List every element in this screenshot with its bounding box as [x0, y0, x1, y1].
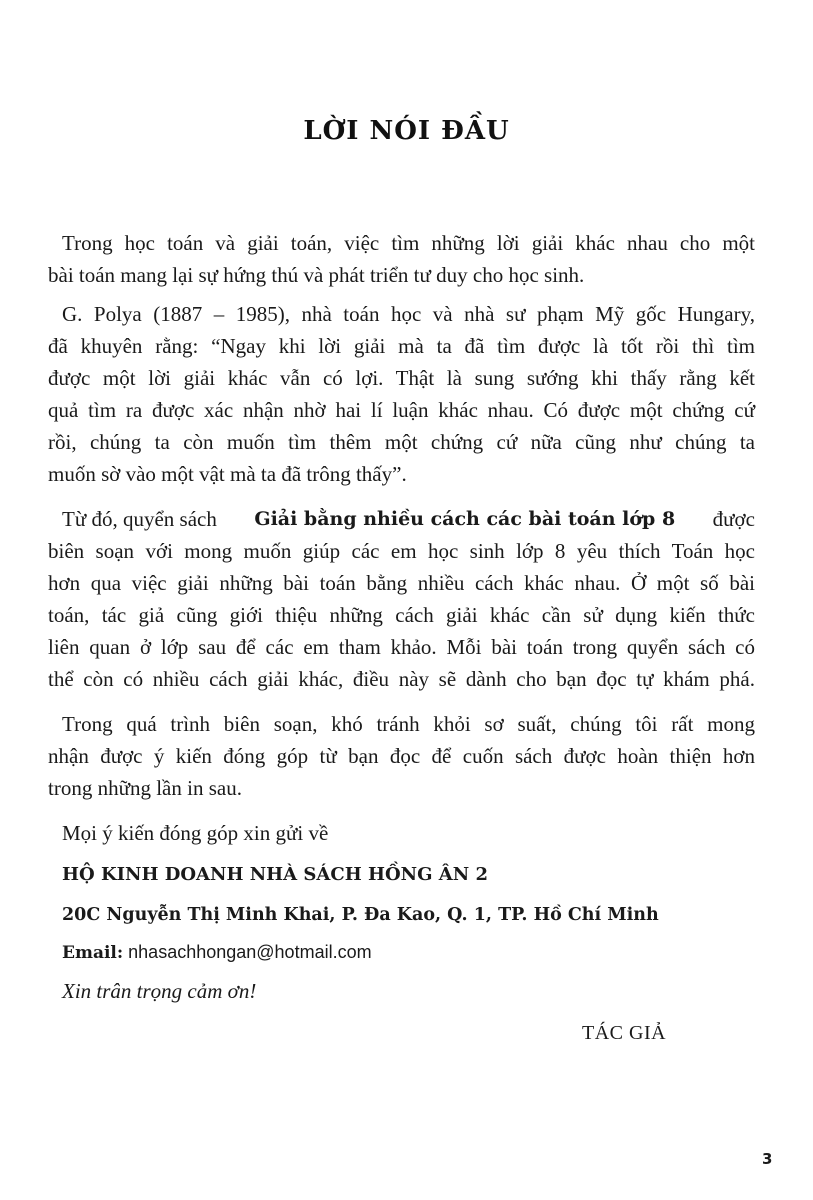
paragraph-line: muốn sờ vào một vật mà ta đã trông thấy”.	[48, 462, 407, 486]
paragraph-line: biên soạn với mong muốn giúp các em học sinh lớp 8 yêu thích Toán học	[48, 539, 755, 563]
paragraph-line: được một lời giải khác vẫn có lợi. Thật là sung sướng khi thấy rằng kết	[48, 366, 755, 390]
paragraph-line: nhận được ý kiến đóng góp từ bạn đọc để cuốn sách được hoàn thiện hơn	[48, 744, 755, 768]
text-fragment: được	[712, 507, 755, 531]
company-name: HỘ KINH DOANH NHÀ SÁCH HỒNG ÂN 2	[62, 864, 488, 885]
contact-intro: Mọi ý kiến đóng góp xin gửi về	[62, 821, 329, 845]
paragraph-line: Trong học toán và giải toán, việc tìm những lời giải khác nhau cho một	[62, 231, 755, 255]
paragraph-line: hơn qua việc giải những bài toán bằng nhiều cách khác nhau. Ở một số bài	[48, 571, 755, 595]
paragraph-line: rồi, chúng ta còn muốn tìm thêm một chứng cứ nữa cũng như chúng ta	[48, 430, 755, 454]
paragraph-line: trong những lần in sau.	[48, 776, 242, 800]
email-label: Email:	[62, 943, 124, 963]
paragraph-line: Trong quá trình biên soạn, khó tránh khỏi sơ suất, chúng tôi rất mong	[62, 712, 755, 736]
paragraph-line: thể còn có nhiều cách giải khác, điều này sẽ dành cho bạn đọc tự khám phá.	[48, 667, 755, 691]
paragraph-line: đã khuyên rằng: “Ngay khi lời giải mà ta đã tìm được là tốt rồi thì tìm	[48, 334, 755, 358]
company-address: 20C Nguyễn Thị Minh Khai, P. Đa Kao, Q. 1, TP. Hồ Chí Minh	[62, 905, 659, 925]
email-address: nhasachhongan@hotmail.com	[123, 942, 372, 962]
paragraph-line: G. Polya (1887 – 1985), nhà toán học và nhà sư phạm Mỹ gốc Hungary,	[62, 302, 755, 326]
page-title: LỜI NÓI ĐẦU	[303, 116, 510, 146]
book-title: Giải bằng nhiều cách các bài toán lớp 8	[254, 508, 676, 530]
email-line	[62, 938, 372, 966]
paragraph-line: quả tìm ra được xác nhận nhờ hai lí luận khác nhau. Có được một chứng cứ	[48, 398, 755, 422]
thanks-note: Xin trân trọng cảm ơn!	[62, 979, 257, 1003]
paragraph-line	[62, 506, 755, 532]
paragraph-line: toán, tác giả cũng giới thiệu những cách giải khác cần sử dụng kiến thức	[48, 603, 755, 627]
author-signature: TÁC GIẢ	[582, 1022, 667, 1044]
text-fragment: Từ đó, quyển sách	[62, 507, 217, 531]
page-number: 3	[762, 1150, 773, 1168]
paragraph-line: liên quan ở lớp sau để các em tham khảo. Mỗi bài toán trong quyển sách có	[48, 635, 755, 659]
paragraph-line: bài toán mang lại sự hứng thú và phát triển tư duy cho học sinh.	[48, 263, 585, 287]
